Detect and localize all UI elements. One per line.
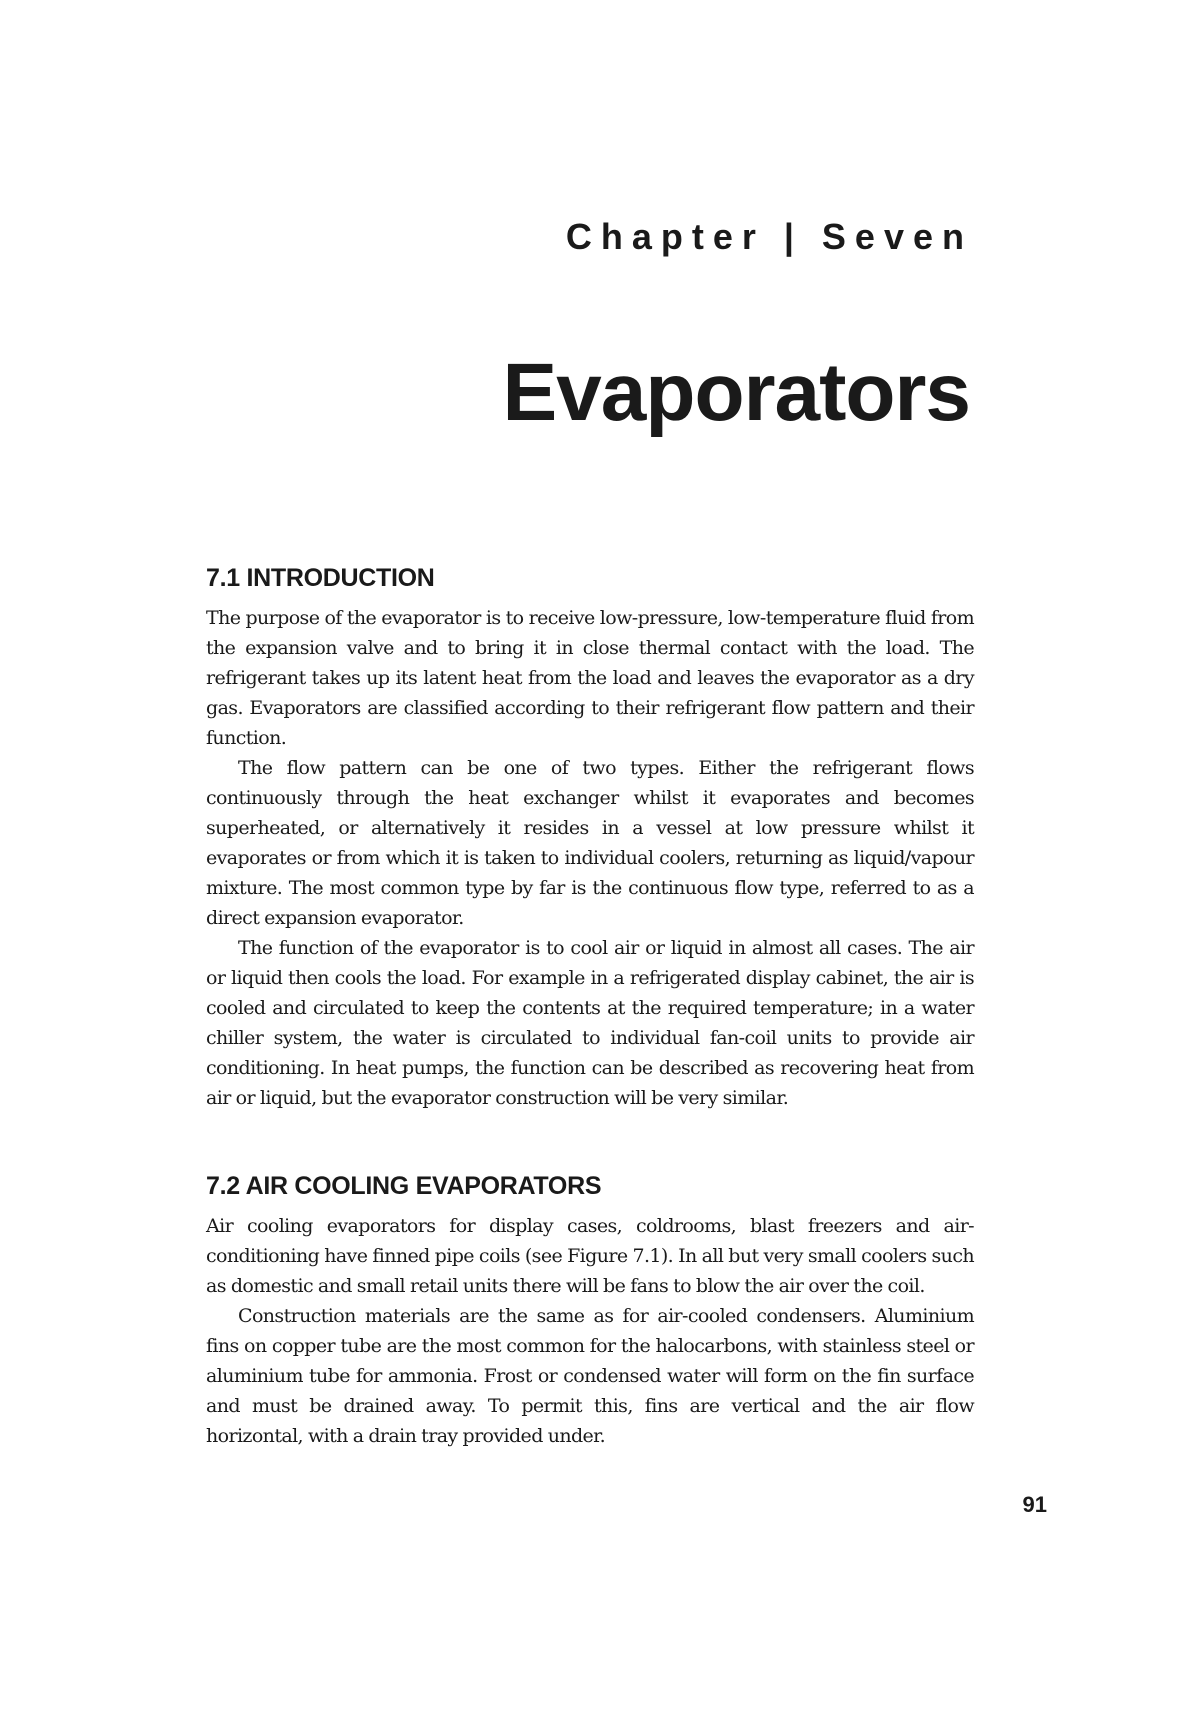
paragraph: The function of the evaporator is to cool air or liquid in almost all cases. The air or liquid then cools the load. For example in a refrigerated display cabinet, the air is cooled and circulated to keep the contents at the required temperature; in a water chiller system, the water is circulated to individual fan-coil units to provide air conditioning. In heat pumps, the function can be described as recovering heat from air or liquid, but the evaporator construction will be very similar. (206, 937, 974, 1109)
chapter-label: Chapter | Seven (565, 216, 973, 257)
paragraph: Construction materials are the same as for air-cooled condensers. Aluminium fins on copper tube are the most common for the halocarbons, with stainless steel or aluminium tube for ammonia. Frost or condensed water will form on the fin surface and must be drained away. To permit this, fins are vertical and the air flow horizontal, with a drain tray provided under. (206, 1305, 974, 1447)
page-number: 91 (1022, 1492, 1047, 1517)
section-spacer (206, 1113, 974, 1171)
paragraph: The flow pattern can be one of two types. Either the refrigerant flows continuously through the heat exchanger whilst it evaporates and becomes superheated, or alternatively it resides in a vessel at low pressure whilst it evaporates or from which it is taken to individual coolers, returning as liquid/vapour mixture. The most common type by far is the continuous flow type, referred to as a direct expansion evaporator. (206, 757, 974, 929)
section-heading: 7.2 AIR COOLING EVAPORATORS (206, 1172, 602, 1200)
paragraph: Air cooling evaporators for display cases, coldrooms, blast freezers and air-conditioning have finned pipe coils (see Figure 7.1). In all but very small coolers such as domestic and small retail units there will be fans to blow the air over the coil. (206, 1215, 974, 1297)
section-air-cooling-evaporators (206, 1171, 974, 1451)
paragraph: The purpose of the evaporator is to receive low-pressure, low-temperature fluid from the expansion valve and to bring it in close thermal contact with the load. The refrigerant takes up its latent heat from the load and leaves the evaporator as a dry gas. Evaporators are classified according to their refrigerant flow pattern and their function. (206, 607, 974, 749)
chapter-title: Evaporators (502, 347, 970, 438)
section-introduction (206, 563, 974, 1113)
section-heading: 7.1 INTRODUCTION (206, 564, 435, 592)
page-body (206, 563, 974, 1451)
